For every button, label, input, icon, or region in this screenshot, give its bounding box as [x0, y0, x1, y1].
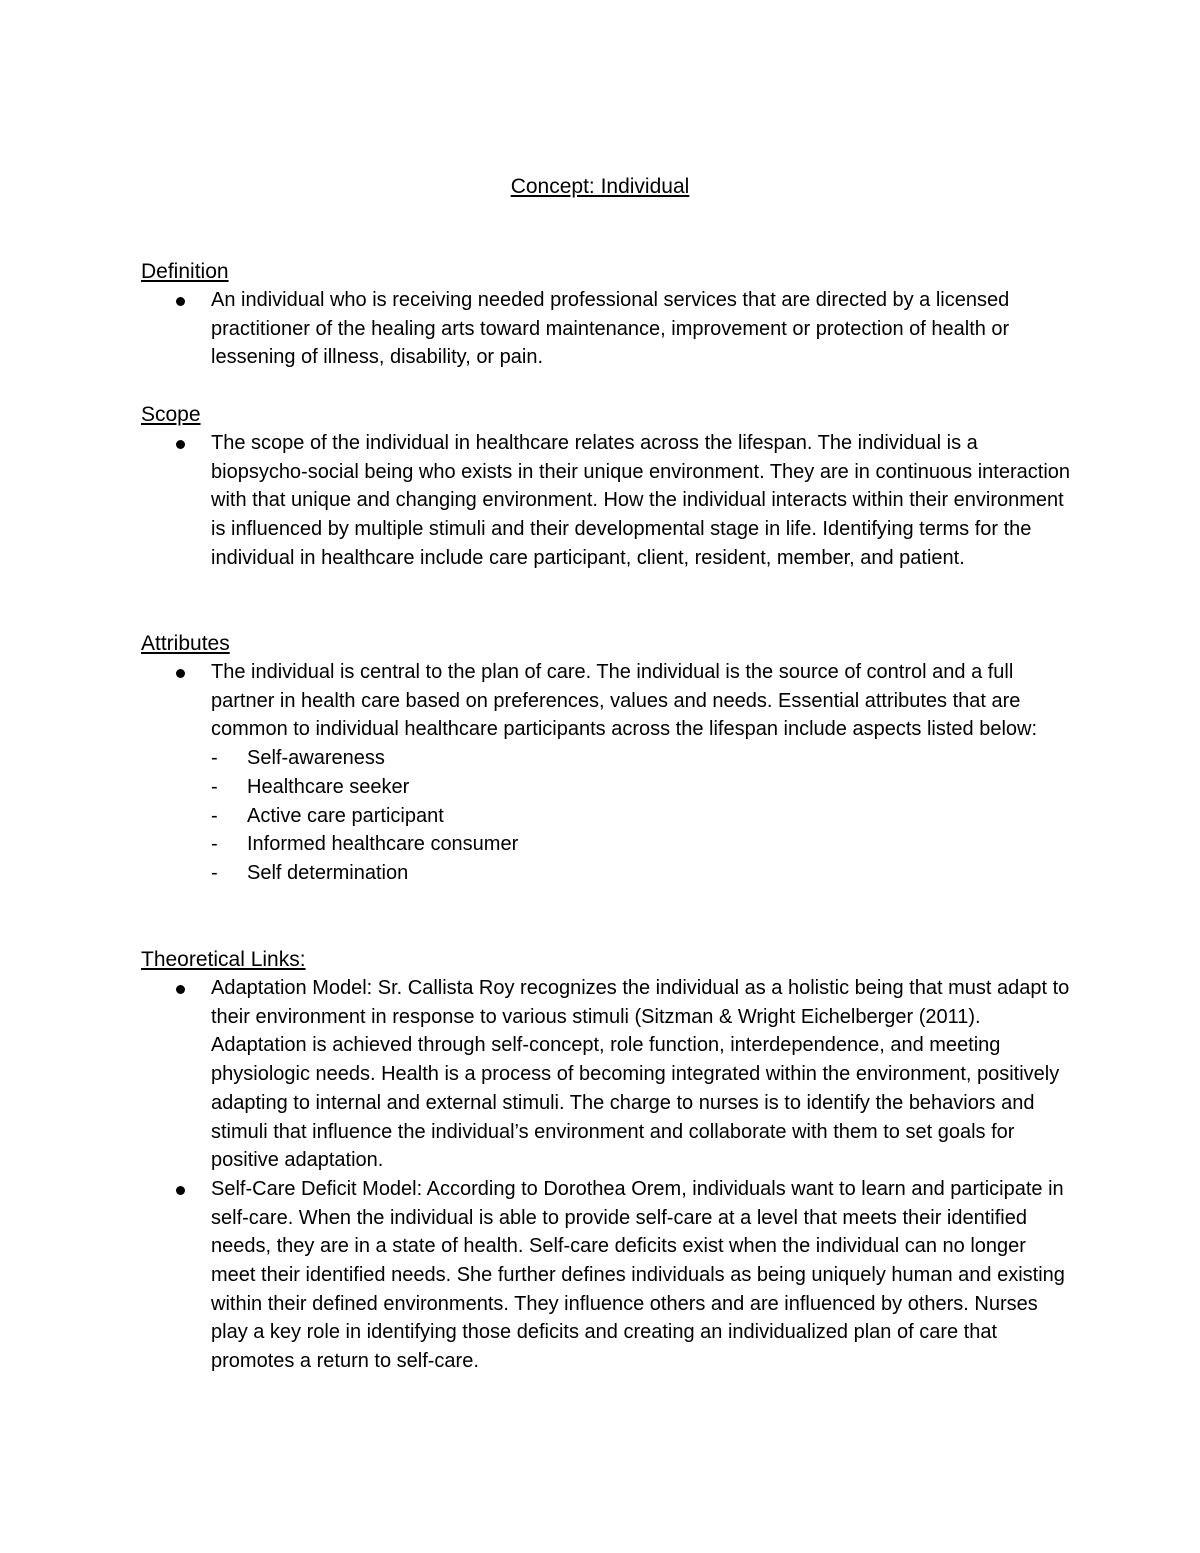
bullet-icon [176, 440, 185, 449]
bullet-text: Self-Care Deficit Model: According to Dorothea Orem, individuals want to learn and participate in self-care. When the individual is able to provide self-care at a level that meets their identified needs, they are in a state of health. Self-care deficits exist when the individual can no longer meet their identified needs. She further defines individuals as being uniquely human and existing within their defined environments. They influence others and are influenced by others. Nurses play a key role in identifying those deficits and creating an individualized plan of care that promotes a return to self-care. [211, 1177, 1065, 1373]
dash-item [211, 830, 1071, 859]
list-item [141, 658, 1071, 888]
dash-item-text: Informed healthcare consumer [247, 833, 519, 856]
list-item [141, 286, 1071, 372]
bullet-text: The individual is central to the plan of care. The individual is the source of control and a full partner in health care based on preferences, values and needs. Essential attributes that are common to individual healthcare participants across the lifespan include aspects listed below: [211, 661, 1038, 741]
dash-item-text: Self-awareness [247, 747, 385, 770]
bullet-icon [176, 669, 185, 678]
dash-item-text: Active care participant [247, 804, 444, 827]
bullet-icon [176, 1186, 185, 1195]
bullet-text: The scope of the individual in healthcare relates across the lifespan. The individual is a biopsycho-social being who exists in their unique environment. They are in continuous interaction with that unique and changing environment. How the individual interacts within their environment is influenced by multiple stimuli and their developmental stage in life. Identifying terms for the individual in healthcare include care participant, client, resident, member, and patient. [211, 432, 1071, 569]
bullet-text: An individual who is receiving needed professional services that are directed by a licensed practitioner of the healing arts toward maintenance, improvement or protection of health or lessening of illness, disability, or pain. [211, 289, 1010, 369]
section-scope [141, 401, 1071, 573]
list-item [141, 1175, 1071, 1376]
dash-item [211, 773, 1071, 802]
dash-item-text: Healthcare seeker [247, 775, 410, 798]
attributes-dash-list [211, 744, 1071, 888]
page-title: Concept: Individual [510, 175, 690, 198]
dash-marker: - [211, 775, 218, 798]
dash-marker: - [211, 861, 218, 884]
list-item [141, 974, 1071, 1175]
scope-bullet-list [141, 429, 1071, 573]
dash-item-text: Self determination [247, 861, 409, 884]
definition-bullet-list [141, 286, 1071, 372]
section-definition [141, 258, 1071, 372]
dash-item [211, 744, 1071, 773]
attributes-bullet-list [141, 658, 1071, 888]
dash-marker: - [211, 804, 218, 827]
bullet-text: Adaptation Model: Sr. Callista Roy recognizes the individual as a holistic being that must adapt to their environment in response to various stimuli (Sitzman & Wright Eichelberger (2011). Adaptation is achieved through self-concept, role function, interdependence, and meeting physiologic needs. Health is a process of becoming integrated within the environment, positively adapting to internal and external stimuli. The charge to nurses is to identify the behaviors and stimuli that influence the individual’s environment and collaborate with them to set goals for positive adaptation. [211, 977, 1070, 1172]
dash-marker: - [211, 747, 218, 770]
section-heading-attributes: Attributes [141, 632, 230, 655]
section-heading-theoretical-links: Theoretical Links: [141, 948, 306, 971]
section-attributes [141, 630, 1071, 888]
bullet-icon [176, 297, 185, 306]
section-heading-definition: Definition [141, 260, 229, 283]
theory-bullet-list [141, 974, 1071, 1376]
dash-item [211, 802, 1071, 831]
section-theoretical-links [141, 946, 1071, 1376]
dash-marker: - [211, 833, 218, 856]
section-heading-scope: Scope [141, 403, 201, 426]
list-item [141, 429, 1071, 573]
dash-item [211, 859, 1071, 888]
bullet-icon [176, 985, 185, 994]
